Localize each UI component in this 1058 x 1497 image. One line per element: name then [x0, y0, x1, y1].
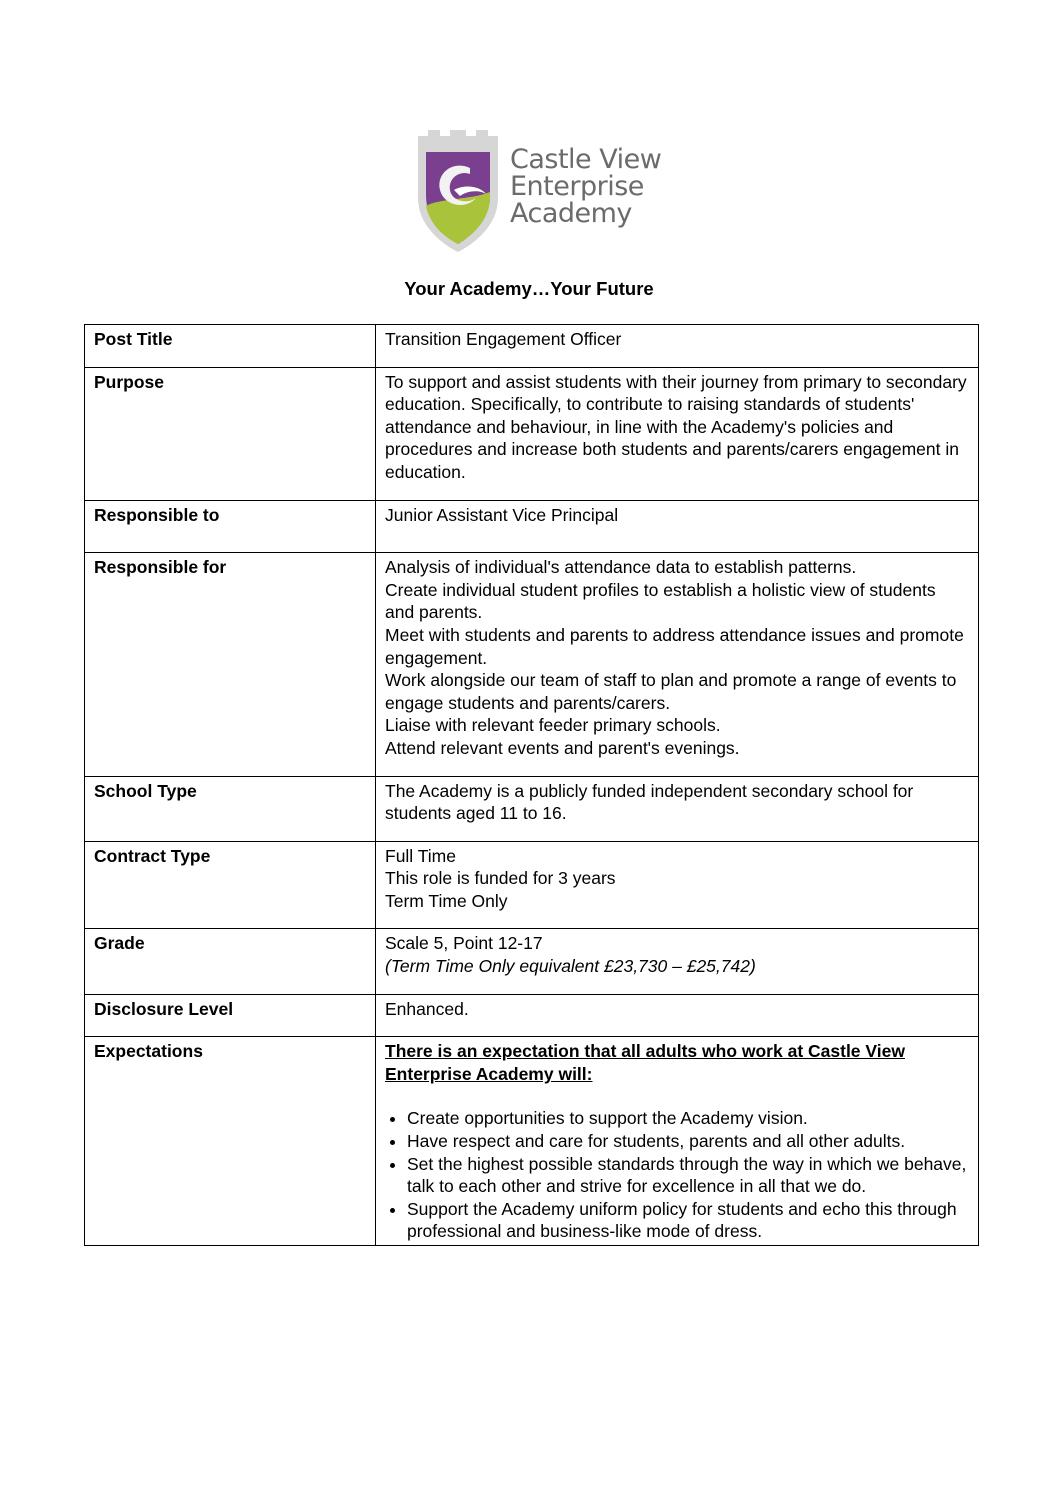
table-row [85, 776, 979, 841]
list-item: • Have respect and care for students, parents and all other adults. [407, 1130, 969, 1153]
list-item: Create individual student profiles to establish a holistic view of students and parents. [385, 579, 936, 623]
row-label: Purpose [85, 367, 376, 500]
list-item: • Set the highest possible standards through the way in which we behave, talk to each other and strive for excellence in all that we do. [407, 1153, 969, 1198]
row-label: Disclosure Level [85, 994, 376, 1037]
logo-wordmark [510, 146, 661, 227]
logo-line-1: Castle View [510, 144, 662, 175]
row-label: School Type [85, 776, 376, 841]
row-label: Responsible for [85, 553, 376, 776]
row-label: Post Title [85, 325, 376, 368]
grade-scale: Scale 5, Point 12-17 [385, 933, 543, 954]
responsible-to-value: Junior Assistant Vice Principal [376, 500, 979, 553]
responsible-for-value [376, 553, 979, 776]
row-label: Contract Type [85, 841, 376, 929]
table-row [85, 841, 979, 929]
logo-line-2: Enterprise [510, 171, 644, 202]
list-item: Meet with students and parents to address attendance issues and promote engagement. [385, 624, 964, 668]
table-row [85, 929, 979, 994]
tagline: Your Academy…Your Future [404, 278, 654, 299]
disclosure-value: Enhanced. [376, 994, 979, 1037]
grade-salary: (Term Time Only equivalent £23,730 – £25,742) [385, 956, 756, 977]
list-item: Attend relevant events and parent's evenings. [385, 737, 740, 758]
list-item: • Create opportunities to support the Academy vision. [407, 1107, 969, 1130]
school-type-value: The Academy is a publicly funded independent secondary school for students aged 11 to 16. [376, 776, 979, 841]
logo-line-3: Academy [510, 198, 632, 229]
list-item: Work alongside our team of staff to plan and promote a range of events to engage students and parents/carers. [385, 670, 957, 713]
list-item: Liaise with relevant feeder primary schools. [385, 715, 721, 736]
expectations-heading: There is an expectation that all adults who work at Castle View Enterprise Academy will: [385, 1041, 905, 1084]
expectations-list [385, 1107, 969, 1243]
purpose-value: To support and assist students with their journey from primary to secondary education. Specifically, to contribute to raising standards of students' attendance and behaviour, in line with the Academy's policies and procedures and increase both students and parents/carers engagement in education. [376, 367, 979, 500]
table-row [85, 325, 979, 368]
list-item: Full Time [385, 845, 456, 866]
row-label: Expectations [85, 1037, 376, 1246]
row-label: Grade [85, 929, 376, 994]
table-row [85, 500, 979, 553]
table-row [85, 367, 979, 500]
academy-logo [410, 128, 668, 254]
grade-value [376, 929, 979, 994]
list-item: • Support the Academy uniform policy for students and echo this through professional and business-like mode of dress. [407, 1198, 969, 1243]
list-item: Term Time Only [385, 890, 508, 911]
row-label: Responsible to [85, 500, 376, 553]
table-row [85, 994, 979, 1037]
contract-type-value [376, 841, 979, 929]
list-item: Analysis of individual's attendance data to establish patterns. [385, 557, 857, 578]
job-description-table [84, 324, 979, 1246]
expectations-value [376, 1037, 979, 1246]
table-row [85, 553, 979, 776]
table-row [85, 1037, 979, 1246]
list-item: This role is funded for 3 years [385, 868, 616, 889]
post-title-value: Transition Engagement Officer [376, 325, 979, 368]
castle-shield-icon [410, 128, 506, 254]
